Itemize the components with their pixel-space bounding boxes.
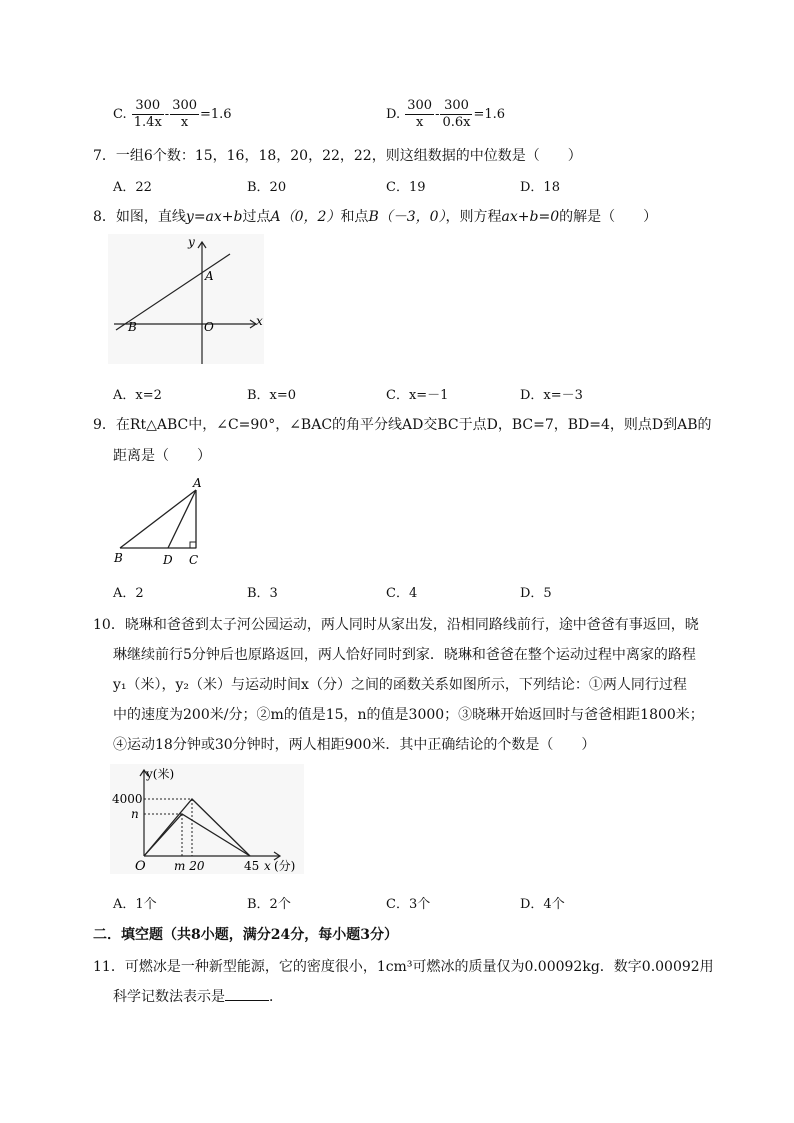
- q9-stem-line-2: 距离是（ ）: [113, 448, 211, 464]
- q10-figure-bg: [110, 764, 304, 874]
- q6-option-d: D. $\frac{300}{x}$ - $\frac{300}{0.6x}$ =1.6: [386, 98, 506, 130]
- q9-option-d: D．5: [520, 586, 552, 601]
- q10-option-c: C．3个: [386, 897, 431, 912]
- q10-line-1: 10．晓琳和爸爸到太子河公园运动，两人同时从家出发，沿相同路线前行，途中爸爸有事返回，晓: [93, 617, 699, 633]
- q10-option-a: A．1个: [113, 897, 157, 912]
- q10-label-y: y(米): [146, 767, 175, 781]
- q8-label-a: A: [205, 269, 214, 283]
- q9-option-b: B．3: [247, 586, 278, 601]
- q8-option-c: C．x=－1: [386, 388, 449, 403]
- q10-line-2: 琳继续前行5分钟后也原路返回，两人恰好同时到家．晓琳和爸爸在整个运动过程中离家的路程: [113, 647, 696, 663]
- q9-option-a: A．2: [113, 586, 144, 601]
- q6-d-fraction-2: $\frac{300}{0.6x}$: [442, 98, 471, 130]
- q10-option-b: B．2个: [247, 897, 291, 912]
- q9-bisector-ad: [168, 490, 196, 548]
- section-2-title: 二．填空题（共8小题，满分24分，每小题3分）: [93, 927, 398, 943]
- q6-option-d-label: D.: [386, 107, 401, 122]
- q9-label-c: C: [189, 553, 199, 567]
- q7-option-b: B．20: [247, 180, 287, 195]
- q9-stem-line-1: 9．在Rt△ABC中，∠C=90°，∠BAC的角平分线AD交BC于点D，BC=7，BD=4，则点D到AB的: [93, 417, 712, 433]
- q8-option-a: A．x=2: [113, 388, 162, 403]
- q8-stem: 8．如图，直线y=ax+b过点A（0，2）和点B（－3，0），则方程ax+b=0的解是（ ）: [93, 209, 658, 225]
- q9-side-ab: [120, 490, 196, 548]
- q6-d-fraction-1: $\frac{300}{x}$: [407, 98, 433, 130]
- q10-tick-45: 45: [244, 859, 260, 873]
- q10-option-d: D．4个: [520, 897, 565, 912]
- q8-label-y: y: [188, 235, 195, 249]
- q11-answer-blank[interactable]: [225, 988, 269, 1001]
- q7-option-a: A．22: [113, 180, 152, 195]
- q10-tick-4000: 4000: [112, 792, 143, 806]
- q9-label-d: D: [163, 553, 173, 567]
- q9-right-angle-mark: [190, 542, 196, 548]
- q6-d-rhs: =1.6: [473, 107, 506, 122]
- q10-tick-m20: m 20: [174, 859, 205, 873]
- q8-label-b: B: [128, 320, 137, 334]
- q9-option-c: C．4: [386, 586, 418, 601]
- q6-c-rhs: =1.6: [200, 107, 232, 122]
- q10-line-3: y₁（米），y₂（米）与运动时间x（分）之间的函数关系如图所示，下列结论：①两人同行过程: [113, 677, 687, 693]
- q6-option-c-label: C.: [113, 107, 127, 122]
- q10-label-unit: (分): [274, 859, 296, 873]
- q10-label-x: x: [264, 859, 271, 873]
- q10-tick-o: O: [135, 859, 146, 874]
- q10-line-5: ④运动18分钟或30分钟时，两人相距900米．其中正确结论的个数是（ ）: [113, 737, 596, 753]
- q9-figure: [108, 474, 208, 570]
- q9-label-b: B: [114, 551, 123, 565]
- q6-c-fraction-1: $\frac{300}{1.4x}$: [133, 98, 162, 130]
- q7-option-d: D．18: [520, 180, 560, 195]
- q8-label-x: x: [256, 314, 263, 328]
- q8-option-b: B．x=0: [247, 388, 297, 403]
- q8-option-d: D．x=－3: [520, 388, 583, 403]
- q8-figure-bg: [108, 234, 264, 364]
- q6-c-fraction-2: $\frac{300}{x}$: [172, 98, 198, 130]
- q10-tick-n: n: [131, 807, 139, 821]
- q11-line-1: 11．可燃冰是一种新型能源，它的密度很小，1cm³可燃冰的质量仅为0.00092kg．数字0.00092用: [93, 959, 714, 975]
- q8-figure: [108, 234, 268, 368]
- q9-label-a: A: [193, 476, 202, 490]
- q11-line-2: 科学记数法表示是 ．: [113, 989, 283, 1005]
- q7-option-c: C．19: [386, 180, 426, 195]
- q7-stem: 7．一组6个数：15，16，18，20，22，22，则这组数据的中位数是（ ）: [93, 148, 582, 164]
- q10-figure: [110, 764, 310, 878]
- q6-option-c: C. $\frac{300}{1.4x}$ - $\frac{300}{x}$ =1.6: [113, 98, 232, 130]
- q8-label-o: O: [204, 320, 214, 334]
- q10-line-4: 中的速度为200米/分；②m的值是15，n的值是3000；③晓琳开始返回时与爸爸相距1800米；: [113, 707, 704, 723]
